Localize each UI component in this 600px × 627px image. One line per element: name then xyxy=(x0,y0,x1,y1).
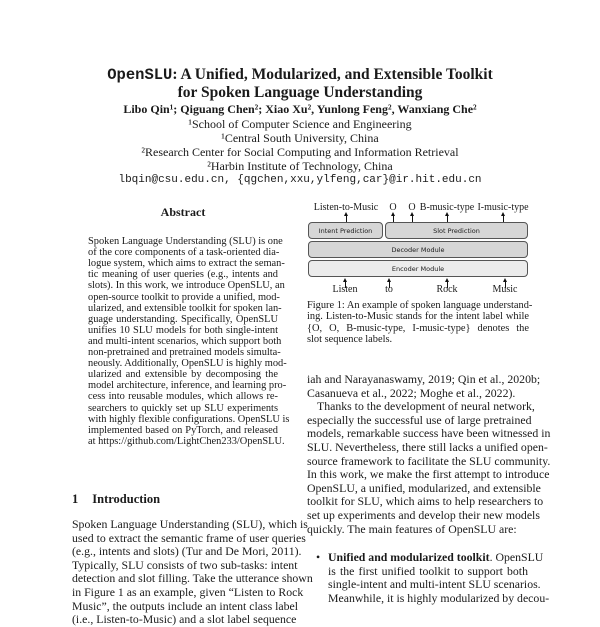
text-line: Figure 1: An example of spoken language understand- xyxy=(307,300,533,311)
text-line: ing. Listen-to-Music stands for the intent label while xyxy=(307,311,529,323)
text-line: iah and Narayanaswamy, 2019; Qin et al., 2020b; xyxy=(307,372,541,386)
text-line: open-source toolkit to provide a unified, mod- xyxy=(88,291,280,303)
email: lbqin@csu.edu.cn, {qgchen,xxu,ylfeng,car}@ir.hit.edu.cn xyxy=(118,174,482,186)
slot-output-label: O xyxy=(389,202,397,213)
affiliation: ¹School of Computer Science and Engineering xyxy=(188,117,412,131)
text-line: slots). In this work, we introduce OpenSLU, an xyxy=(88,280,285,292)
text-line: ularized, and extensible toolkit for spoken lan- xyxy=(88,302,282,314)
paper-title-line2: for Spoken Language Understanding xyxy=(177,84,423,101)
toolkit-name: OpenSLU xyxy=(107,66,173,84)
encoder-module-box: Encoder Module xyxy=(308,260,528,277)
text-line: Music”, the outputs include an intent class label xyxy=(72,598,299,613)
intent-prediction-box: Intent Prediction xyxy=(308,222,383,239)
section-number: 1 xyxy=(72,492,79,506)
input-token: to xyxy=(385,284,393,295)
title-text: : A Unified, Modularized, and Extensible Toolkit xyxy=(172,66,493,83)
text-line: searchers to quickly set up SLU experiments xyxy=(88,402,278,414)
decoder-module-box: Decoder Module xyxy=(308,241,528,258)
text-line: quickly. The main features of OpenSLU are: xyxy=(307,521,517,536)
affiliation: ²Research Center for Social Computing and Information Retrieval xyxy=(141,145,459,159)
arrow-up-icon xyxy=(503,214,504,222)
text-line: Spoken Language Understanding (SLU) is one xyxy=(88,236,283,247)
text-line: (e.g., intents and slots) (Tur and De Mori, 2011). xyxy=(72,544,302,559)
affiliation: ¹Central South University, China xyxy=(221,131,379,145)
text-line: {O, O, B-music-type, I-music-type} denotes the xyxy=(307,322,529,334)
slot-output-label: O xyxy=(408,202,416,213)
text-line: set up experiments and develop their new models xyxy=(307,508,540,522)
text-line: Spoken Language Understanding (SLU), which is xyxy=(72,517,308,531)
text-line: Typically, SLU consists of two sub-tasks: intent xyxy=(72,557,298,572)
text-line: neously. Additionally, OpenSLU is highly mod- xyxy=(88,358,287,370)
paper-title-line1 xyxy=(0,66,600,84)
text-line: guage understanding. Specifically, OpenSLU xyxy=(88,313,278,325)
text-line: especially the successful use of large pretrained xyxy=(307,412,532,427)
slot-prediction-box: Slot Prediction xyxy=(385,222,528,239)
text-line: single-intent and multi-intent SLU scenarios. xyxy=(328,577,541,592)
bullet-marker: • xyxy=(316,550,321,564)
slot-output-label: B-music-type xyxy=(419,202,475,213)
text-line: ularized and extensible by decomposing the xyxy=(88,369,278,381)
authors: Libo Qin¹; Qiguang Chen²; Xiao Xu², Yunlong Feng², Wanxiang Che² xyxy=(123,102,477,116)
section-heading xyxy=(72,492,160,507)
text-line: of the core components of a task-oriented dia- xyxy=(88,247,280,259)
bullet-title: Unified and modularized toolkit xyxy=(328,550,490,564)
arrow-up-icon xyxy=(393,214,394,222)
text-line: model architecture, inference, and learning pro- xyxy=(88,380,287,392)
text-line: slot sequence labels. xyxy=(307,333,393,345)
text-line: unifies 10 SLU models for both single-intent xyxy=(88,324,278,336)
text-line: detection and slot filling. Take the utterance shown xyxy=(72,571,313,586)
arrow-up-icon xyxy=(447,214,448,222)
text-line: is the first unified toolkit to support both xyxy=(328,563,528,578)
arrow-up-icon xyxy=(412,214,413,222)
text-line: used to extract the semantic frame of user queries xyxy=(72,530,306,545)
text-line: and multi-intent scenarios, which support both xyxy=(88,335,282,347)
text-line: with highly flexible configurations. OpenSLU is xyxy=(88,413,290,425)
text-line: source framework to facilitate the SLU community. xyxy=(307,453,551,468)
input-token: Music xyxy=(492,284,518,295)
text-line: non-pretrained and pretrained models simulta- xyxy=(88,347,281,358)
text-line: cess into reusable modules, which allows re- xyxy=(88,391,278,403)
text-line: In this work, we make the first attempt to introduce xyxy=(307,467,550,482)
text-line: SLU. Nevertheless, there still lacks a unified open- xyxy=(307,440,548,454)
text-line: logue system, which aims to extract the seman- xyxy=(88,258,285,270)
abstract-heading: Abstract xyxy=(160,205,206,219)
text-line: at https://github.com/LightChen233/OpenSLU. xyxy=(88,435,285,447)
text-line: tic meaning of user queries (e.g., intents and xyxy=(88,269,278,281)
intent-output-label: Listen-to-Music xyxy=(313,202,379,213)
text-line: Thanks to the development of neural network, xyxy=(317,399,535,414)
input-token: Rock xyxy=(436,284,458,295)
text-line: models, remarkable success have been witnessed in xyxy=(307,426,551,441)
slot-output-label: I-music-type xyxy=(477,202,529,213)
section-title: Introduction xyxy=(92,492,161,506)
text-line: in Figure 1 as an example, given “Listen to Rock xyxy=(72,585,304,599)
input-token: Listen xyxy=(332,284,358,295)
text-line: (i.e., Listen-to-Music) and a slot label sequence xyxy=(72,612,297,627)
text-line: Casanueva et al., 2022; Moghe et al., 2022). xyxy=(307,385,516,400)
text-line: OpenSLU, a unified, modularized, and extensible xyxy=(307,480,541,495)
arrow-up-icon xyxy=(346,214,347,222)
text-line: implemented based on PyTorch, and released xyxy=(88,424,278,436)
text-line: toolkit for SLU, which aims to help researchers to xyxy=(307,494,544,509)
affiliation: ²Harbin Institute of Technology, China xyxy=(207,159,393,173)
bullet-text: . OpenSLU xyxy=(489,550,544,564)
text-line: Meanwhile, it is highly modularized by decou- xyxy=(328,590,550,605)
